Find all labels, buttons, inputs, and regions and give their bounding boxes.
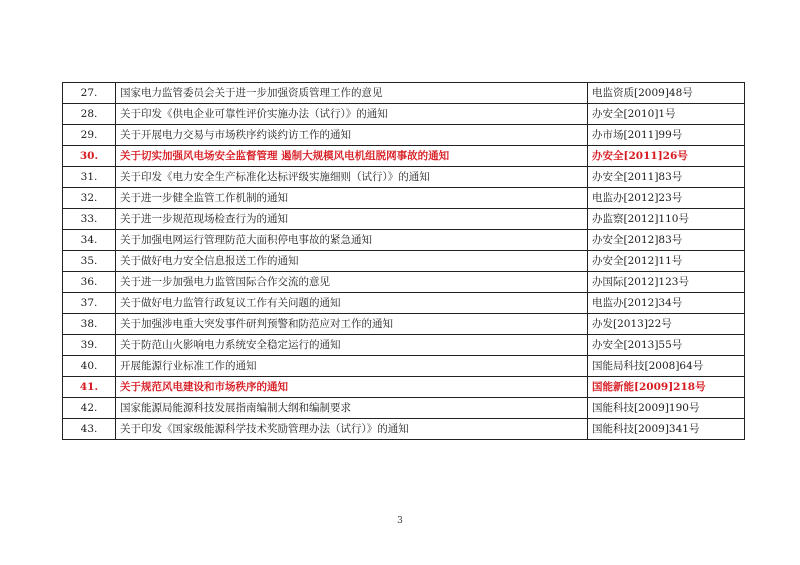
table-row	[63, 104, 745, 125]
document-title: 关于印发《供电企业可靠性评价实施办法（试行）》的通知	[116, 104, 588, 125]
table-row	[63, 146, 745, 167]
table-row	[63, 293, 745, 314]
row-number: 41.	[63, 377, 116, 398]
table-row	[63, 167, 745, 188]
document-title: 关于进一步健全监管工作机制的通知	[116, 188, 588, 209]
table-row	[63, 398, 745, 419]
row-number: 28.	[63, 104, 116, 125]
document-code: 办监察[2012]110号	[588, 209, 745, 230]
table-row	[63, 314, 745, 335]
document-code: 国能科技[2009]190号	[588, 398, 745, 419]
document-title: 关于加强涉电重大突发事件研判预警和防范应对工作的通知	[116, 314, 588, 335]
row-number: 35.	[63, 251, 116, 272]
document-title: 开展能源行业标准工作的通知	[116, 356, 588, 377]
row-number: 29.	[63, 125, 116, 146]
table-row	[63, 356, 745, 377]
document-title: 关于进一步规范现场检查行为的通知	[116, 209, 588, 230]
row-number: 34.	[63, 230, 116, 251]
row-number: 36.	[63, 272, 116, 293]
table-row	[63, 377, 745, 398]
document-code: 办安全[2011]26号	[588, 146, 745, 167]
row-number: 31.	[63, 167, 116, 188]
table-row	[63, 83, 745, 104]
document-title: 关于做好电力安全信息报送工作的通知	[116, 251, 588, 272]
row-number: 42.	[63, 398, 116, 419]
table-row	[63, 272, 745, 293]
row-number: 40.	[63, 356, 116, 377]
table-body	[63, 83, 745, 440]
document-title: 关于加强电网运行管理防范大面积停电事故的紧急通知	[116, 230, 588, 251]
document-title: 关于防范山火影响电力系统安全稳定运行的通知	[116, 335, 588, 356]
document-code: 办安全[2013]55号	[588, 335, 745, 356]
table-row	[63, 188, 745, 209]
row-number: 43.	[63, 419, 116, 440]
document-code: 电监办[2012]23号	[588, 188, 745, 209]
row-number: 38.	[63, 314, 116, 335]
row-number: 32.	[63, 188, 116, 209]
document-code: 办安全[2012]83号	[588, 230, 745, 251]
page-number: 3	[397, 516, 403, 526]
document-code: 国能局科技[2008]64号	[588, 356, 745, 377]
document-title: 关于印发《电力安全生产标准化达标评级实施细则（试行）》的通知	[116, 167, 588, 188]
table-row	[63, 125, 745, 146]
document-code: 办发[2013]22号	[588, 314, 745, 335]
table-row	[63, 251, 745, 272]
document-code: 国能新能[2009]218号	[588, 377, 745, 398]
document-title: 关于做好电力监管行政复议工作有关问题的通知	[116, 293, 588, 314]
row-number: 30.	[63, 146, 116, 167]
document-title: 关于进一步加强电力监管国际合作交流的意见	[116, 272, 588, 293]
row-number: 33.	[63, 209, 116, 230]
document-code: 办国际[2012]123号	[588, 272, 745, 293]
document-title: 关于规范风电建设和市场秩序的通知	[116, 377, 588, 398]
document-code: 电监资质[2009]48号	[588, 83, 745, 104]
document-table	[62, 82, 745, 440]
table-row	[63, 419, 745, 440]
table-row	[63, 209, 745, 230]
document-code: 办市场[2011]99号	[588, 125, 745, 146]
document-title: 关于印发《国家级能源科学技术奖励管理办法（试行）》的通知	[116, 419, 588, 440]
row-number: 39.	[63, 335, 116, 356]
document-code: 办安全[2011]83号	[588, 167, 745, 188]
document-code: 国能科技[2009]341号	[588, 419, 745, 440]
table-row	[63, 335, 745, 356]
document-title: 国家能源局能源科技发展指南编制大纲和编制要求	[116, 398, 588, 419]
document-code: 办安全[2010]1号	[588, 104, 745, 125]
document-code: 电监办[2012]34号	[588, 293, 745, 314]
document-title: 关于切实加强风电场安全监督管理 遏制大规模风电机组脱网事故的通知	[116, 146, 588, 167]
table-row	[63, 230, 745, 251]
document-code: 办安全[2012]11号	[588, 251, 745, 272]
document-title: 关于开展电力交易与市场秩序约谈约访工作的通知	[116, 125, 588, 146]
row-number: 37.	[63, 293, 116, 314]
row-number: 27.	[63, 83, 116, 104]
document-title: 国家电力监管委员会关于进一步加强资质管理工作的意见	[116, 83, 588, 104]
